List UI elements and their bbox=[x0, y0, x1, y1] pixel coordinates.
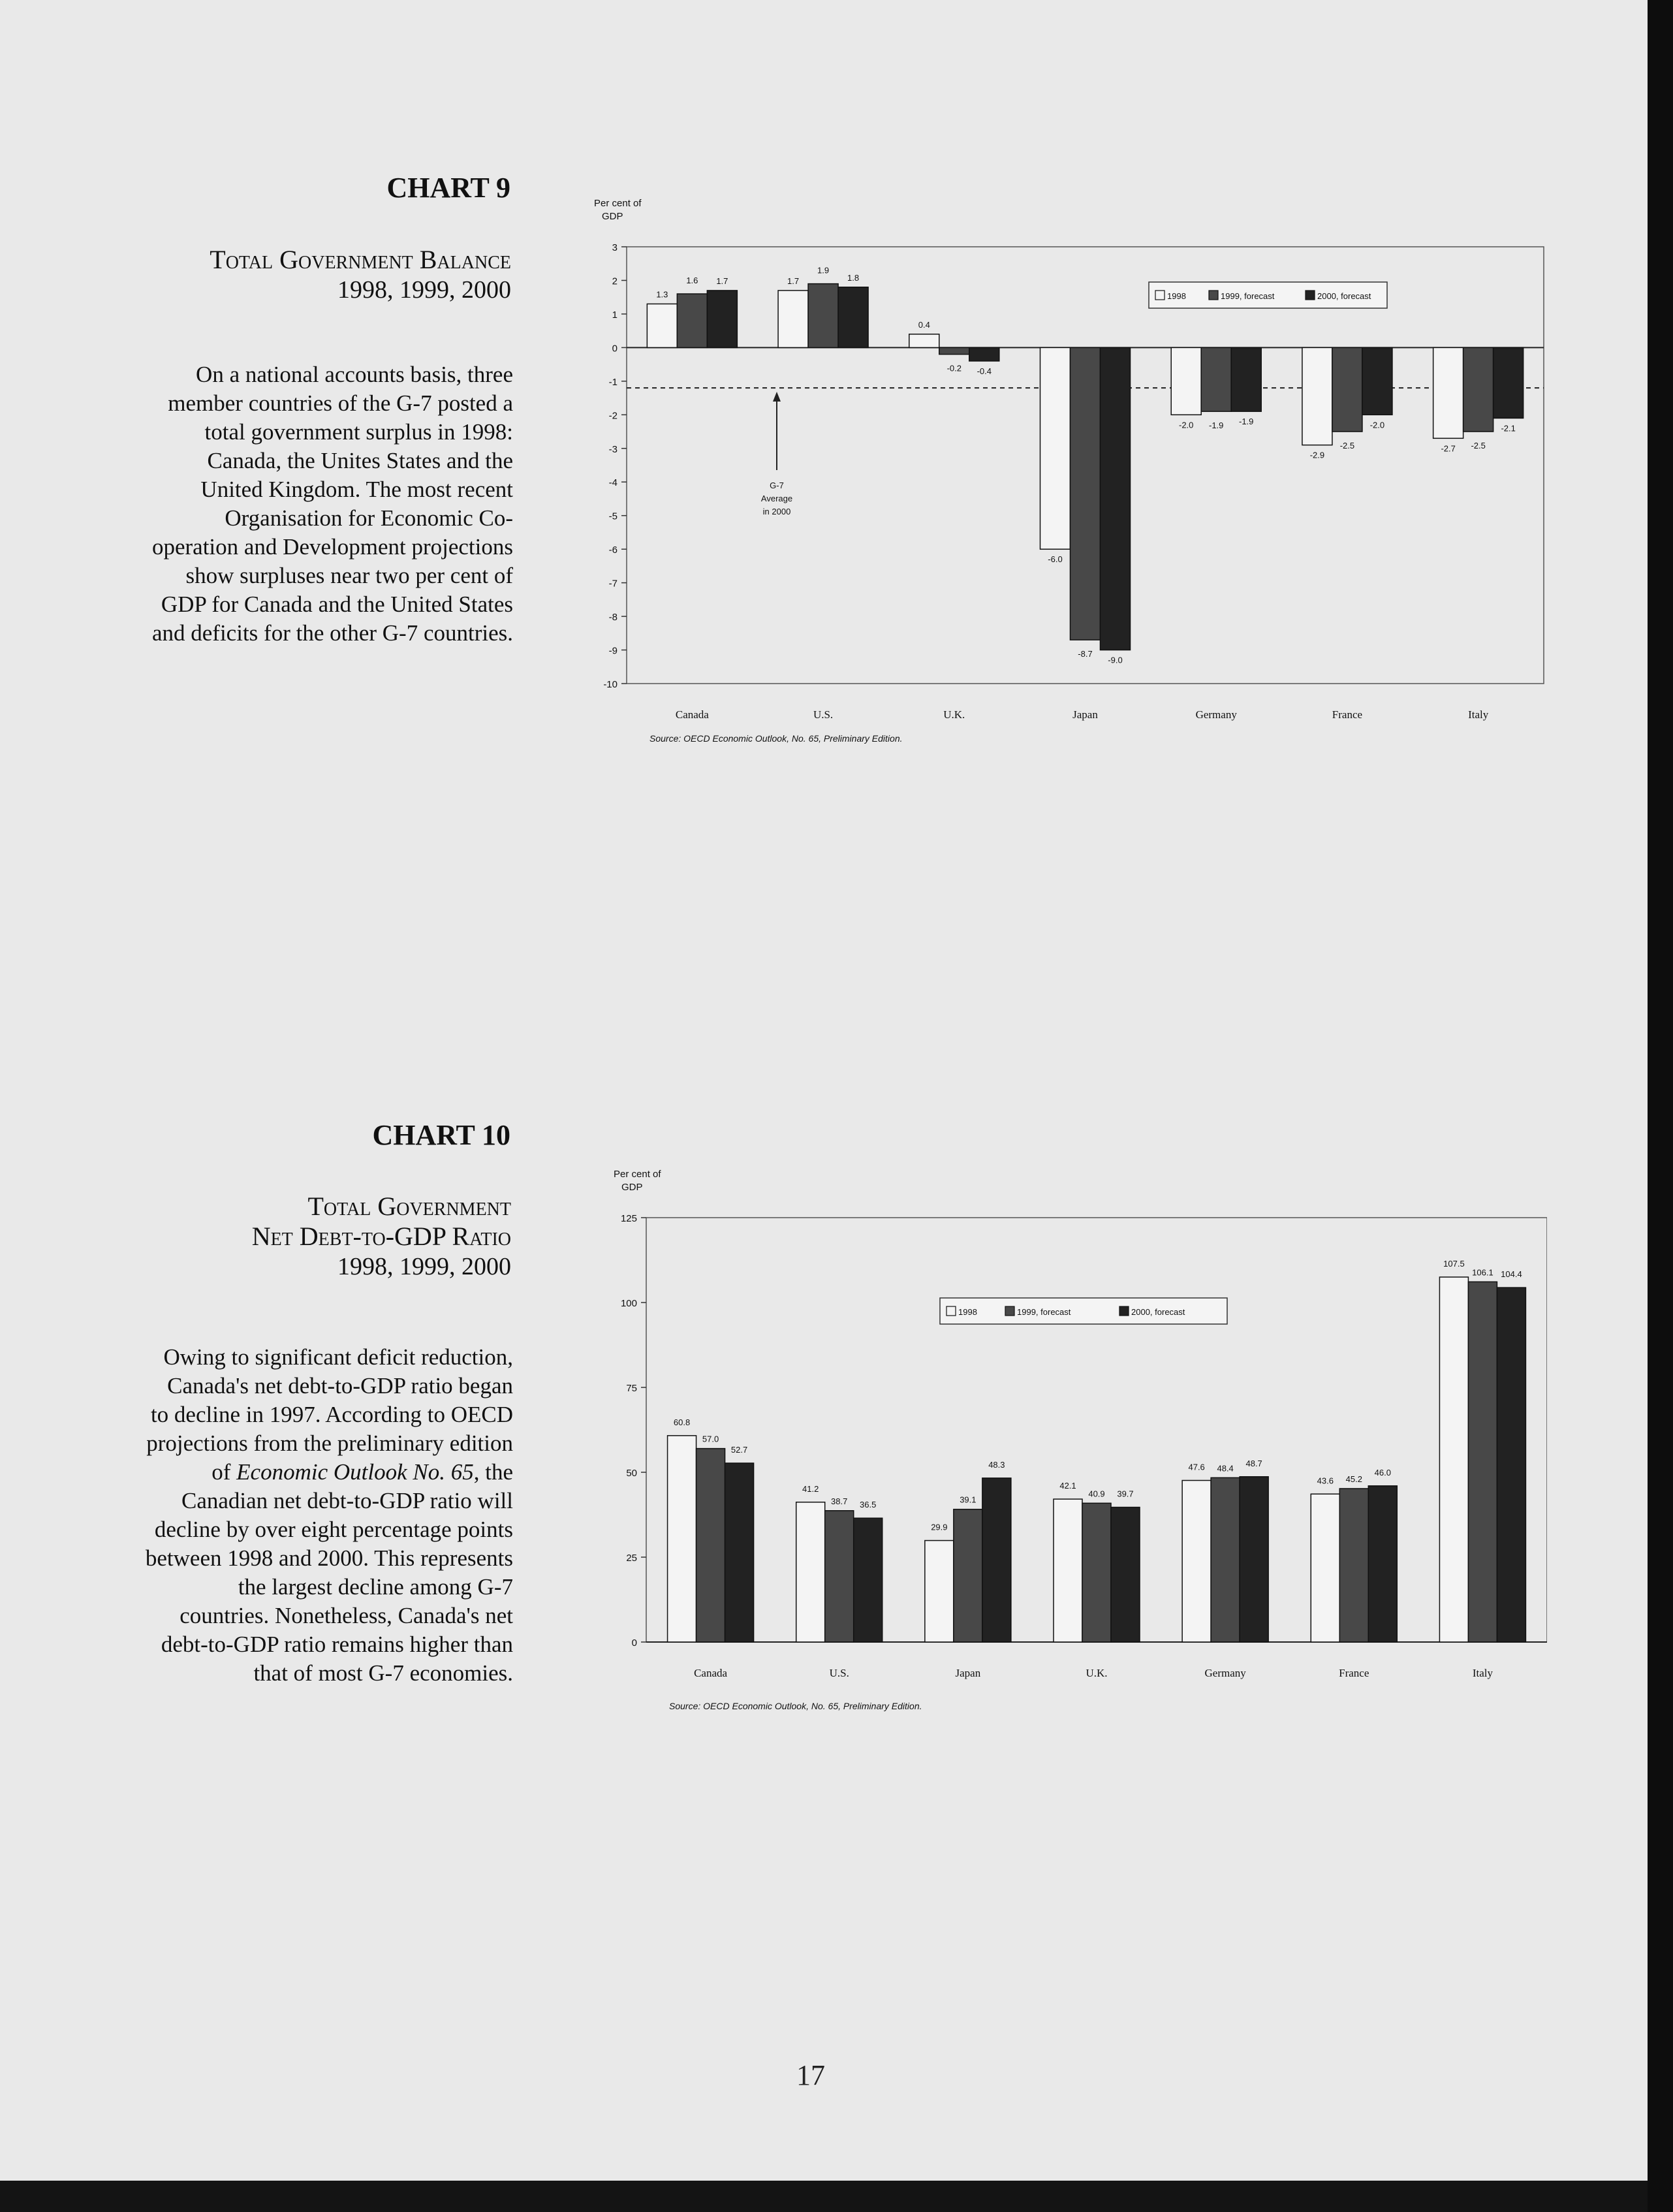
data-label: -6.0 bbox=[1048, 554, 1063, 565]
chart10-desc-line: that of most G-7 economies. bbox=[253, 1660, 513, 1686]
data-label: 107.5 bbox=[1443, 1259, 1465, 1269]
chart10-desc-line: countries. Nonetheless, Canada's net bbox=[180, 1603, 513, 1628]
source-note: Source: OECD Economic Outlook, No. 65, Preliminary Edition. bbox=[669, 1701, 922, 1711]
y-axis-label: Per cent of bbox=[614, 1169, 661, 1180]
chart10-desc-line: the largest decline among G-7 bbox=[238, 1574, 513, 1600]
chart9-desc-line: show surpluses near two per cent of bbox=[185, 563, 513, 588]
chart10-desc-line: Canada's net debt-to-GDP ratio began bbox=[167, 1373, 513, 1398]
chart10-desc-publication: Economic Outlook No. 65 bbox=[236, 1459, 474, 1485]
bar-1999-Italy bbox=[1463, 347, 1493, 432]
bar-1999-U.K. bbox=[1082, 1503, 1111, 1642]
data-label: 48.7 bbox=[1245, 1458, 1262, 1468]
bar-2000-U.S. bbox=[838, 287, 868, 348]
legend-label: 2000, forecast bbox=[1317, 291, 1371, 301]
category-label: U.S. bbox=[813, 708, 834, 721]
bar-1999-Canada bbox=[696, 1449, 725, 1642]
data-label: 60.8 bbox=[673, 1417, 691, 1427]
chart9-title-line2: 1998, 1999, 2000 bbox=[337, 276, 511, 304]
data-label: -9.0 bbox=[1108, 655, 1123, 665]
source-note: Source: OECD Economic Outlook, No. 65, Preliminary Edition. bbox=[649, 733, 903, 744]
bar-1998-Japan bbox=[925, 1541, 954, 1642]
y-tick-label: -4 bbox=[608, 477, 618, 489]
data-label: -2.1 bbox=[1501, 423, 1516, 434]
data-label: -2.0 bbox=[1369, 420, 1385, 430]
data-label: 1.9 bbox=[817, 265, 830, 276]
category-label: Canada bbox=[675, 708, 709, 721]
chart10-title-line2: Net Debt-to-GDP Ratio bbox=[251, 1222, 511, 1251]
data-label: 46.0 bbox=[1374, 1467, 1391, 1477]
data-label: 40.9 bbox=[1088, 1489, 1105, 1499]
chart10-label: CHART 10 bbox=[372, 1119, 510, 1151]
data-label: 41.2 bbox=[802, 1483, 819, 1494]
data-label: 106.1 bbox=[1472, 1267, 1493, 1278]
book-spine-edge bbox=[1648, 0, 1673, 2212]
y-tick-label: 75 bbox=[626, 1383, 637, 1394]
y-tick-label: -2 bbox=[608, 410, 618, 422]
data-label: 39.1 bbox=[960, 1494, 977, 1505]
data-label: 1.6 bbox=[686, 276, 698, 286]
chart9-desc-line: Canada, the Unites States and the bbox=[207, 448, 513, 473]
bar-1998-U.S. bbox=[778, 291, 808, 347]
bar-2000-France bbox=[1362, 347, 1392, 415]
data-label: 104.4 bbox=[1501, 1269, 1522, 1280]
category-label: U.S. bbox=[829, 1667, 849, 1679]
y-tick-label: -8 bbox=[608, 612, 618, 624]
y-tick-label: -9 bbox=[608, 645, 618, 657]
bar-2000-Italy bbox=[1497, 1288, 1525, 1642]
data-label: 1.8 bbox=[847, 272, 860, 283]
data-label: 42.1 bbox=[1059, 1481, 1076, 1491]
bar-1998-France bbox=[1311, 1494, 1339, 1642]
chart10-desc-line: debt-to-GDP ratio remains higher than bbox=[161, 1632, 513, 1657]
legend-swatch bbox=[1209, 291, 1218, 300]
chart10-title bbox=[65, 1192, 511, 1282]
chart10-desc-line: decline by over eight percentage points bbox=[154, 1517, 513, 1542]
chart10-description bbox=[39, 1343, 513, 1688]
legend-label: 1999, forecast bbox=[1017, 1307, 1071, 1317]
bar-1998-France bbox=[1302, 347, 1332, 445]
category-label: Japan bbox=[955, 1667, 981, 1679]
bar-2000-France bbox=[1368, 1486, 1397, 1642]
chart10-title-line3: 1998, 1999, 2000 bbox=[337, 1253, 511, 1280]
legend-label: 1999, forecast bbox=[1221, 291, 1275, 301]
bar-1999-Germany bbox=[1201, 347, 1231, 411]
bar-1999-Canada bbox=[677, 294, 707, 347]
data-label: 52.7 bbox=[730, 1444, 748, 1455]
category-label: France bbox=[1339, 1667, 1369, 1679]
chart9-desc-line: member countries of the G-7 posted a bbox=[168, 390, 513, 416]
y-tick-label: 50 bbox=[626, 1468, 637, 1479]
category-label: U.K. bbox=[943, 708, 965, 721]
bar-1999-France bbox=[1339, 1489, 1368, 1642]
chart10-title-line1: Total Government bbox=[307, 1192, 511, 1221]
data-label: -1.9 bbox=[1239, 417, 1254, 427]
bar-2000-Germany bbox=[1231, 347, 1261, 411]
data-label: 48.3 bbox=[988, 1459, 1005, 1470]
data-label: -2.5 bbox=[1471, 441, 1486, 451]
page-bottom-edge bbox=[0, 2181, 1648, 2212]
data-label: 1.7 bbox=[716, 276, 728, 286]
chart9-plot bbox=[587, 176, 1547, 764]
bar-2000-U.K. bbox=[969, 347, 999, 361]
bar-1998-Italy bbox=[1439, 1277, 1468, 1642]
y-axis-label: Per cent of bbox=[594, 198, 642, 209]
bar-2000-Japan bbox=[982, 1478, 1011, 1642]
chart9-desc-line: GDP for Canada and the United States bbox=[161, 592, 513, 617]
legend-swatch bbox=[1119, 1306, 1129, 1316]
legend-label: 1998 bbox=[958, 1307, 977, 1317]
data-label: 48.4 bbox=[1217, 1463, 1234, 1474]
y-tick-label: 100 bbox=[620, 1298, 637, 1309]
data-label: 39.7 bbox=[1117, 1489, 1134, 1499]
legend-swatch bbox=[1306, 291, 1315, 300]
bar-2000-U.K. bbox=[1111, 1508, 1140, 1642]
data-label: -0.4 bbox=[977, 366, 992, 376]
legend-swatch bbox=[1155, 291, 1165, 300]
bar-1998-U.K. bbox=[909, 334, 939, 348]
category-label: Germany bbox=[1204, 1667, 1246, 1679]
chart10-desc-line: projections from the preliminary edition bbox=[146, 1430, 513, 1456]
bar-1998-Canada bbox=[668, 1436, 696, 1642]
bar-1998-Germany bbox=[1182, 1480, 1211, 1642]
chart10-desc-line: to decline in 1997. According to OECD bbox=[150, 1402, 513, 1427]
y-tick-label: -6 bbox=[608, 545, 618, 556]
chart10-desc-line bbox=[39, 1458, 513, 1487]
bar-1998-U.S. bbox=[796, 1502, 825, 1642]
data-label: -1.9 bbox=[1209, 420, 1224, 431]
category-label: Italy bbox=[1468, 708, 1489, 721]
annotation-arrowhead bbox=[773, 392, 781, 402]
data-label: -2.7 bbox=[1441, 443, 1456, 454]
legend-swatch bbox=[946, 1306, 956, 1316]
data-label: 38.7 bbox=[831, 1496, 848, 1506]
legend-swatch bbox=[1005, 1306, 1014, 1316]
category-label: France bbox=[1332, 708, 1363, 721]
bar-1999-U.S. bbox=[808, 284, 838, 348]
page-number: 17 bbox=[796, 2059, 825, 2091]
data-label: -2.5 bbox=[1339, 441, 1355, 451]
y-tick-label: 3 bbox=[612, 242, 618, 253]
bar-1998-Canada bbox=[647, 304, 677, 347]
bar-1999-Italy bbox=[1468, 1282, 1497, 1642]
y-tick-label: -10 bbox=[603, 679, 618, 690]
chart9-desc-line: United Kingdom. The most recent bbox=[200, 477, 513, 502]
category-label: Japan bbox=[1072, 708, 1098, 721]
bar-2000-Canada bbox=[725, 1463, 754, 1642]
chart9-title-line1: Total Government Balance bbox=[210, 245, 511, 274]
y-tick-label: -5 bbox=[608, 511, 618, 522]
chart9-desc-line: Organisation for Economic Co- bbox=[225, 505, 513, 531]
y-tick-label: 125 bbox=[620, 1213, 637, 1224]
bar-1998-U.K. bbox=[1054, 1499, 1082, 1642]
chart9-description bbox=[39, 360, 513, 648]
chart9-desc-line: On a national accounts basis, three bbox=[196, 362, 513, 387]
data-label: 36.5 bbox=[860, 1500, 877, 1510]
data-label: 29.9 bbox=[931, 1522, 948, 1532]
legend-label: 2000, forecast bbox=[1131, 1307, 1185, 1317]
y-tick-label: 1 bbox=[612, 309, 618, 321]
category-label: Italy bbox=[1472, 1667, 1493, 1679]
bar-1999-Japan bbox=[1071, 347, 1101, 640]
bar-1999-U.S. bbox=[825, 1511, 854, 1642]
bar-2000-Japan bbox=[1101, 347, 1131, 650]
data-label: 1.3 bbox=[656, 289, 668, 300]
data-label: 47.6 bbox=[1188, 1462, 1205, 1472]
chart10-desc-text: , the bbox=[473, 1459, 513, 1485]
chart10-desc-line: Owing to significant deficit reduction, bbox=[163, 1344, 513, 1370]
bar-2000-U.S. bbox=[854, 1518, 883, 1642]
category-label: U.K. bbox=[1086, 1667, 1108, 1679]
chart9-desc-line: and deficits for the other G-7 countries. bbox=[151, 620, 513, 646]
bar-2000-Italy bbox=[1493, 347, 1524, 418]
bar-1999-France bbox=[1332, 347, 1362, 432]
category-label: Germany bbox=[1195, 708, 1237, 721]
y-tick-label: 0 bbox=[631, 1637, 637, 1649]
y-tick-label: 25 bbox=[626, 1553, 637, 1564]
g7-average-annotation: G-7 bbox=[770, 481, 784, 490]
bar-1999-Japan bbox=[954, 1509, 982, 1642]
data-label: -8.7 bbox=[1078, 649, 1093, 659]
chart9-desc-line: operation and Development projections bbox=[151, 534, 513, 560]
bar-2000-Germany bbox=[1240, 1477, 1268, 1642]
y-tick-label: 2 bbox=[612, 276, 618, 287]
bar-1999-Germany bbox=[1211, 1477, 1240, 1642]
data-label: 0.4 bbox=[918, 319, 930, 330]
bar-1998-Germany bbox=[1171, 347, 1201, 415]
category-label: Canada bbox=[694, 1667, 728, 1679]
data-label: -0.2 bbox=[946, 363, 962, 373]
chart9-title bbox=[65, 245, 511, 305]
chart10-plot bbox=[587, 1156, 1547, 1763]
bar-1999-U.K. bbox=[939, 347, 969, 354]
bar-2000-Canada bbox=[707, 291, 737, 347]
legend-label: 1998 bbox=[1167, 291, 1186, 301]
bar-1998-Japan bbox=[1040, 347, 1071, 549]
y-tick-label: -7 bbox=[608, 578, 618, 590]
chart10-desc-text: of bbox=[211, 1459, 237, 1485]
y-tick-label: -1 bbox=[608, 376, 618, 388]
data-label: -2.0 bbox=[1179, 420, 1194, 430]
data-label: 45.2 bbox=[1345, 1474, 1362, 1484]
chart10-desc-line: between 1998 and 2000. This represents bbox=[145, 1545, 513, 1571]
chart9-desc-line: total government surplus in 1998: bbox=[204, 419, 513, 445]
data-label: 1.7 bbox=[787, 276, 800, 286]
chart10-desc-line: Canadian net debt-to-GDP ratio will bbox=[181, 1488, 513, 1513]
bar-1998-Italy bbox=[1433, 347, 1463, 438]
y-tick-label: -3 bbox=[608, 443, 618, 455]
data-label: -2.9 bbox=[1309, 450, 1325, 460]
y-axis-label: GDP bbox=[621, 1182, 643, 1193]
data-label: 43.6 bbox=[1317, 1476, 1334, 1486]
data-label: 57.0 bbox=[702, 1434, 719, 1444]
y-tick-label: 0 bbox=[612, 343, 618, 355]
chart9-label: CHART 9 bbox=[386, 172, 510, 204]
g7-average-annotation: Average bbox=[760, 494, 793, 503]
g7-average-annotation: in 2000 bbox=[762, 507, 791, 516]
y-axis-label: GDP bbox=[602, 211, 623, 222]
